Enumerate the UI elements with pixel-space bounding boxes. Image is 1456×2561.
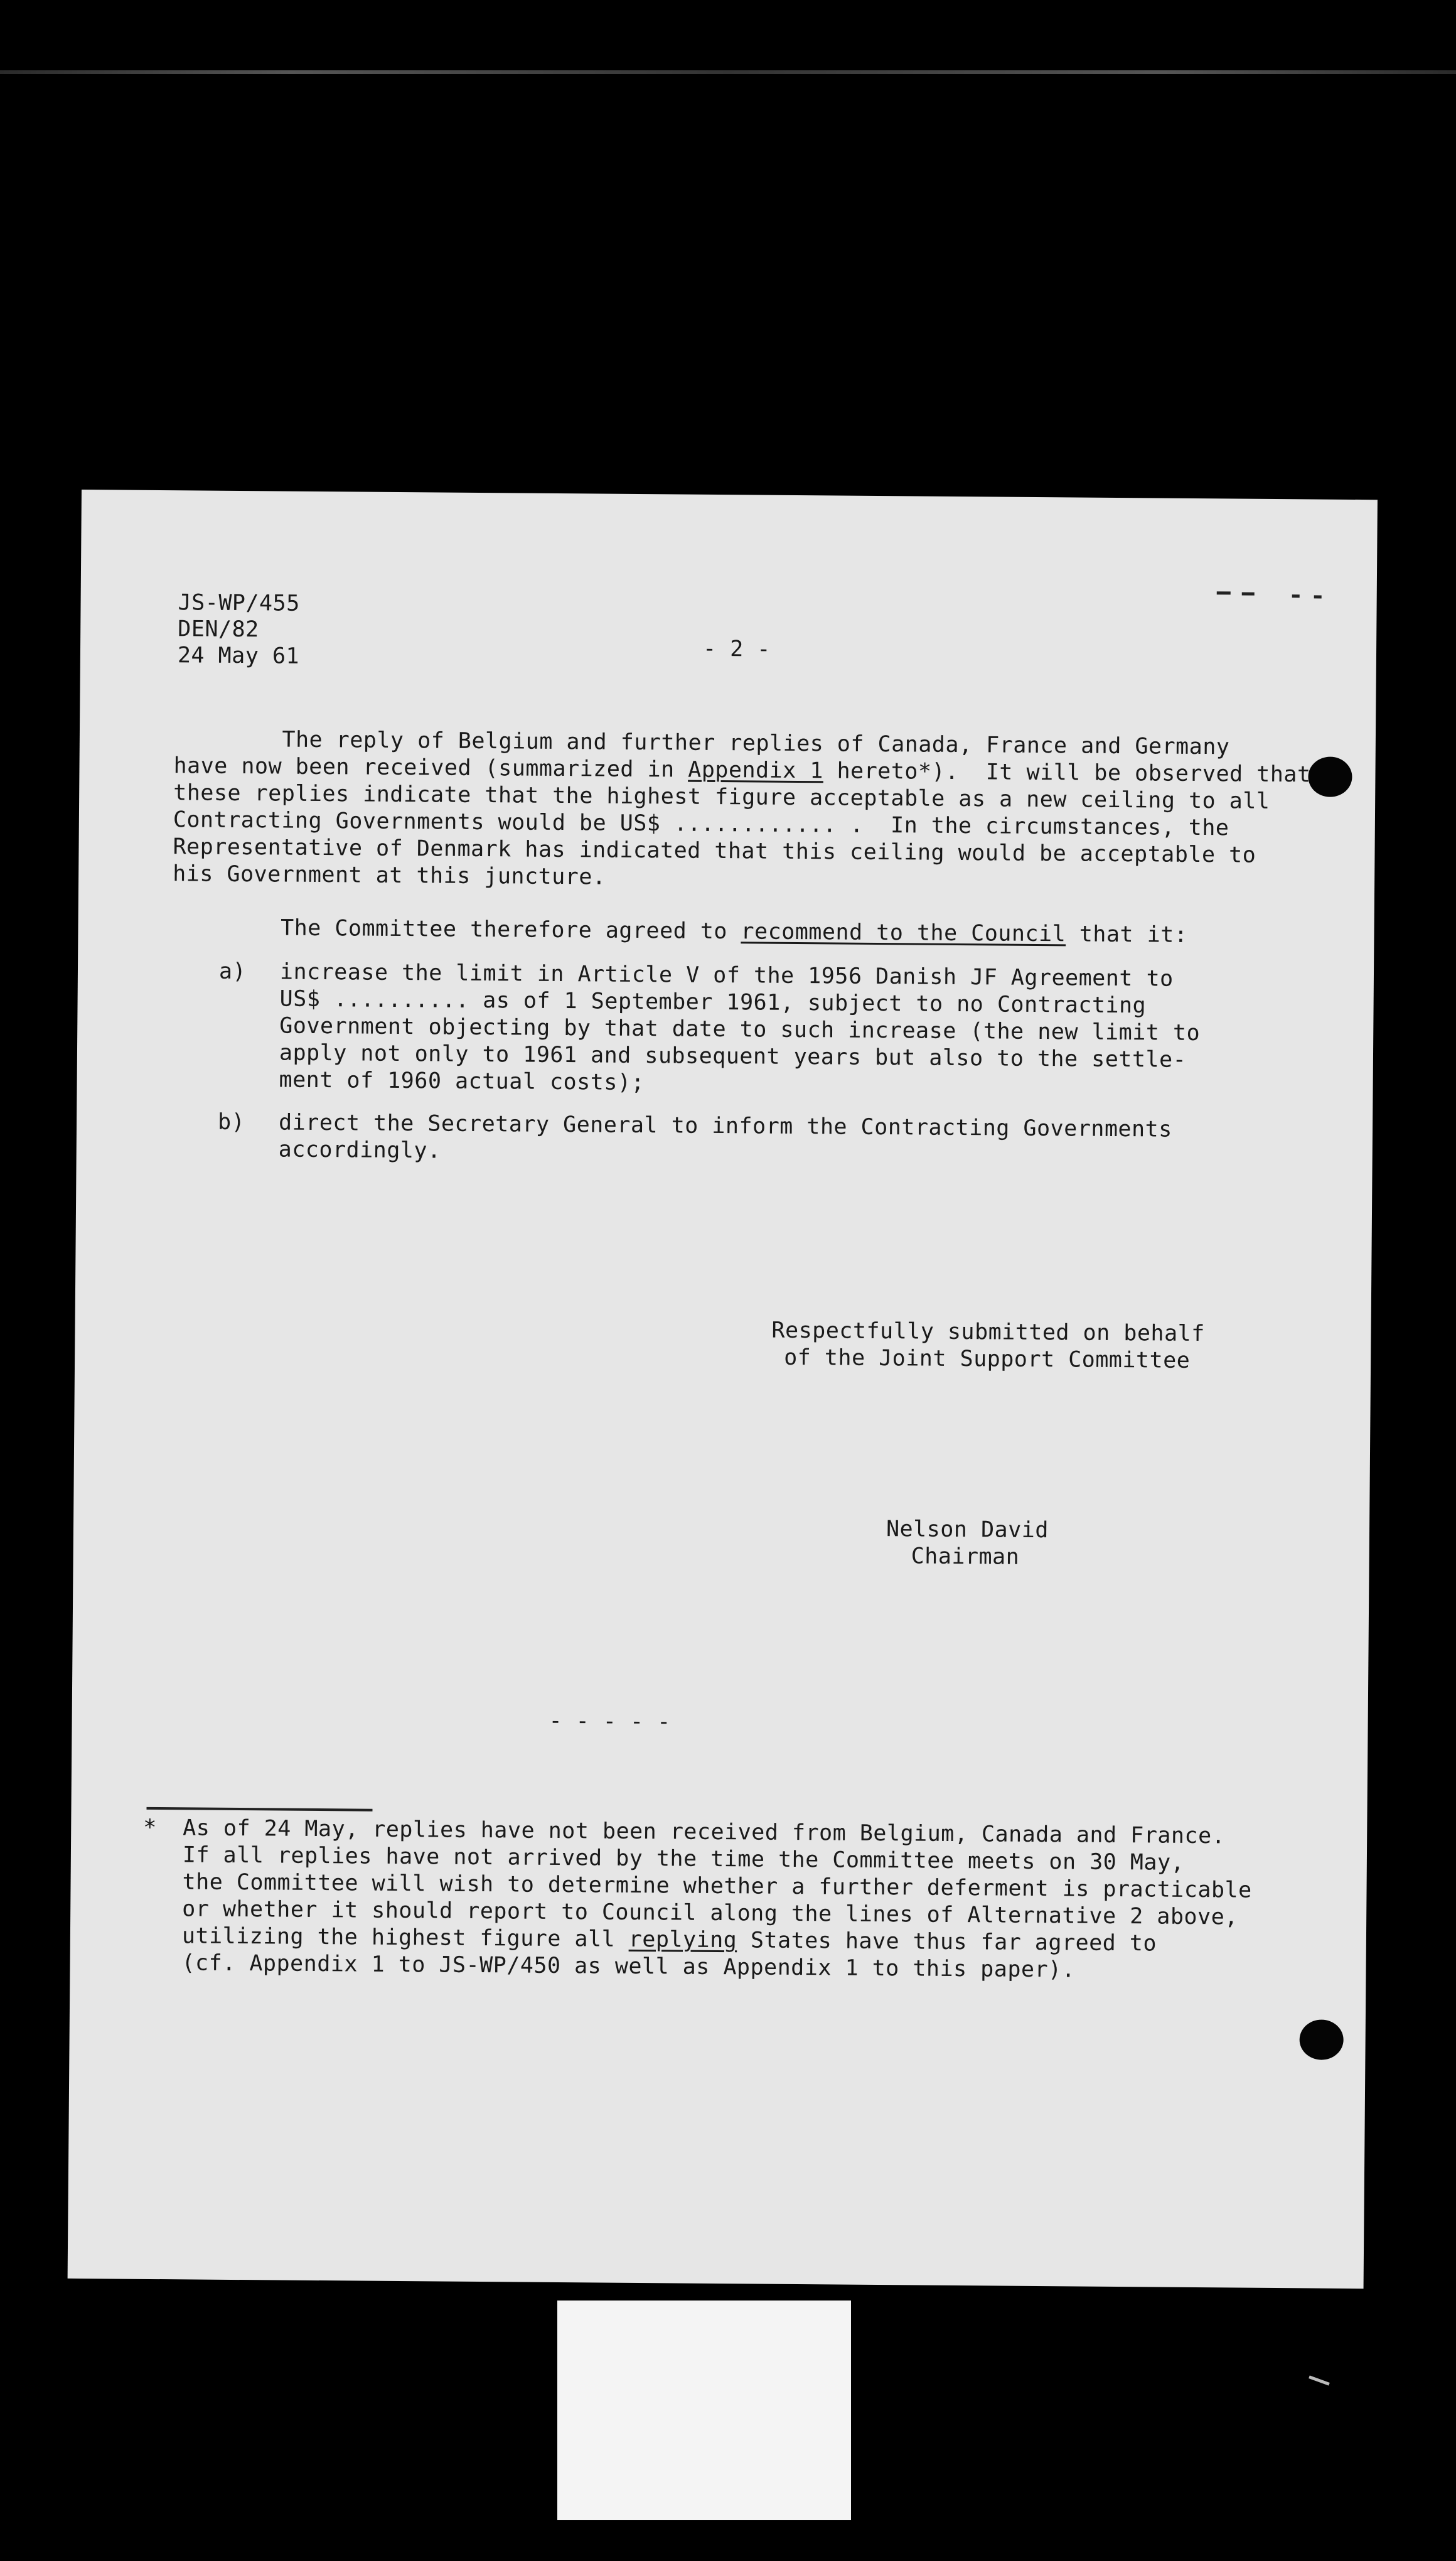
signatory-title: Chairman <box>911 1544 1020 1570</box>
recommendation-intro: The Committee therefore agreed to recommend to the Council that it: <box>172 915 1188 948</box>
list-item-label: a) <box>218 958 247 985</box>
punch-hole <box>1299 2019 1344 2060</box>
document-page <box>68 490 1378 2289</box>
footnote-line: (cf. Appendix 1 to JS-WP/450 as well as Appendix 1 to this paper). <box>181 1950 1076 1983</box>
body-paragraph-line: his Government at this juncture. <box>173 861 606 890</box>
closing-line: of the Joint Support Committee <box>784 1345 1191 1373</box>
signatory-name: Nelson David <box>886 1517 1049 1544</box>
footnote-line: As of 24 May, replies have not been received from Belgium, Canada and France. <box>183 1815 1226 1849</box>
footnote-line: If all replies have not arrived by the time the Committee meets on 30 May, <box>182 1842 1185 1876</box>
appendix-reference: Appendix 1 <box>688 757 824 784</box>
body-paragraph-line: Contracting Governments would be US$ ............ . In the circumstances, the <box>173 807 1229 841</box>
footnote-line: the Committee will wish to determine whether a further deferment is practicable <box>182 1869 1252 1903</box>
list-item-line: direct the Secretary General to inform the Contracting Governments <box>278 1110 1172 1142</box>
list-item-label: b) <box>217 1109 245 1136</box>
footnote-rule <box>146 1807 372 1812</box>
section-separator: - - - - - <box>549 1708 671 1735</box>
underlined-word: replying <box>628 1926 737 1953</box>
margin-mark <box>1292 594 1300 598</box>
footnote-marker: * <box>143 1815 157 1841</box>
list-item-line: accordingly. <box>278 1137 441 1164</box>
body-paragraph-line: have now been received (summarized in Appendix 1 hereto*). It will be observed that <box>173 753 1311 788</box>
closing-line: Respectfully submitted on behalf <box>771 1318 1205 1347</box>
film-edge-line <box>0 70 1456 74</box>
footnote-line: or whether it should report to Council along the lines of Alternative 2 above, <box>182 1896 1238 1930</box>
film-scratch <box>1309 2375 1330 2385</box>
list-item-line: US$ .......... as of 1 September 1961, subject to no Contracting <box>279 986 1147 1019</box>
blank-tab-card <box>557 2301 851 2520</box>
recommendation-phrase: recommend to the Council <box>741 919 1066 947</box>
list-item-line: Government objecting by that date to such increase (the new limit to <box>279 1013 1201 1046</box>
list-item-line: ment of 1960 actual costs); <box>279 1067 645 1096</box>
reference-number: JS-WP/455 <box>178 590 300 616</box>
body-paragraph-line: Representative of Denmark has indicated that this ceiling would be acceptable to <box>173 834 1256 868</box>
margin-mark <box>1314 595 1322 598</box>
footnote-line: utilizing the highest figure all replying States have thus far agreed to <box>181 1923 1157 1957</box>
list-item-line: increase the limit in Article V of the 1956 Danish JF Agreement to <box>279 959 1174 992</box>
body-paragraph-line: these replies indicate that the highest figure acceptable as a new ceiling to all <box>173 780 1270 814</box>
margin-mark <box>1217 591 1231 594</box>
list-item-line: apply not only to 1961 and subsequent years but also to the settle- <box>279 1040 1187 1073</box>
page-number: - 2 - <box>702 636 771 662</box>
body-paragraph-line: The reply of Belgium and further replies of Canada, France and Germany <box>173 726 1230 760</box>
margin-mark <box>1242 593 1255 596</box>
document-date: 24 May 61 <box>177 643 300 669</box>
punch-hole <box>1308 756 1352 797</box>
reference-code: DEN/82 <box>178 616 259 643</box>
